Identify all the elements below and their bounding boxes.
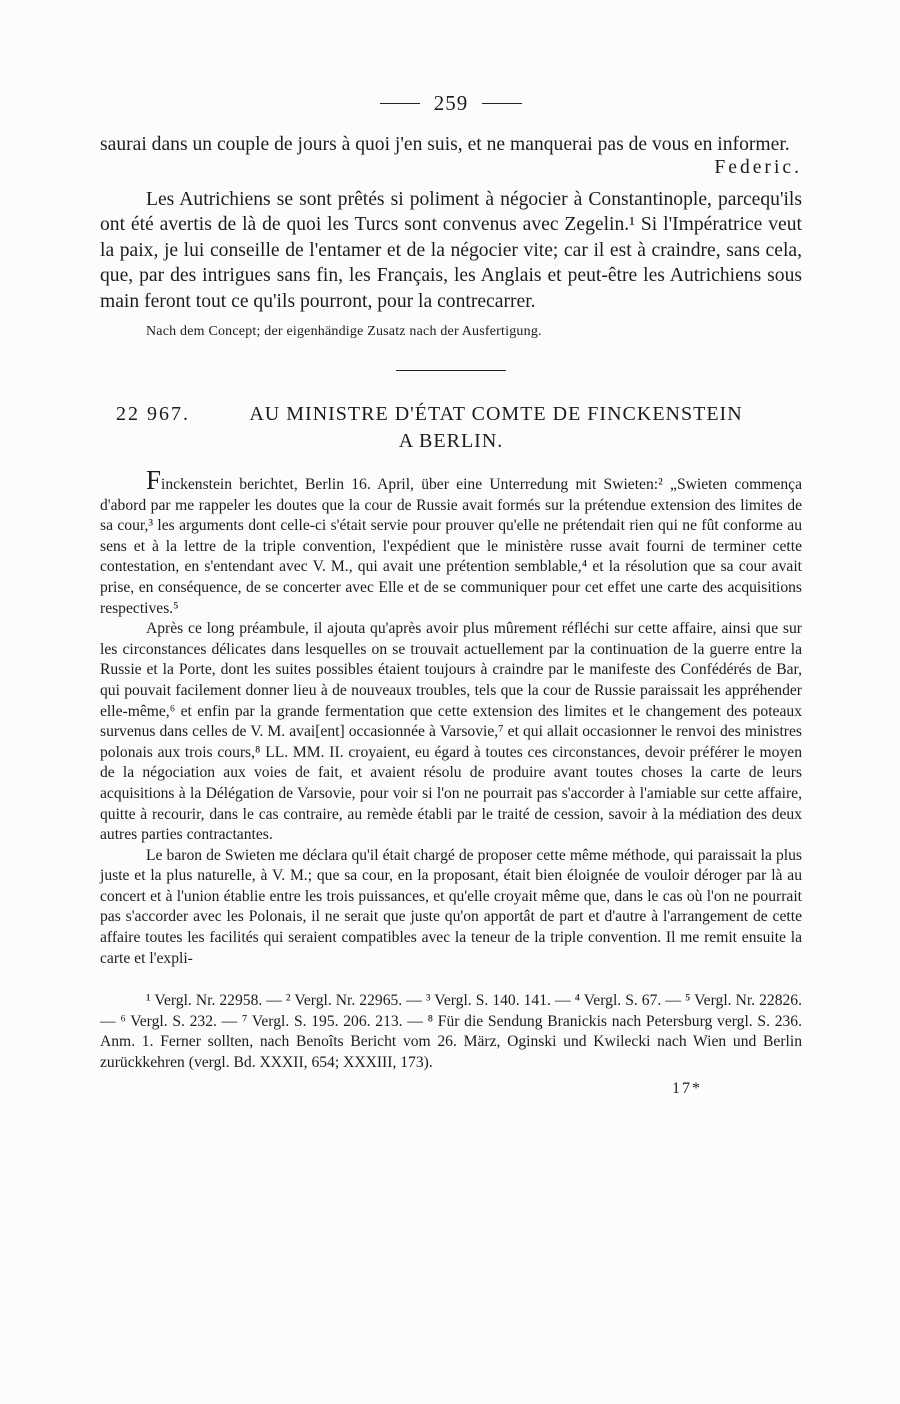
body-paragraph-1 (100, 465, 802, 619)
section-divider (396, 370, 506, 371)
header-dash-right (482, 103, 522, 104)
body-paragraph-2: Après ce long préambule, il ajouta qu'après avoir plus mûrement réfléchi sur cette affaire, ainsi que sur les circonstances délicates dans lesquelles on se trouvait actuellement par la continuation de la guerre entre la Russie et la Porte, dont les suites possibles étaient toujours à craindre par le manifeste des Confédérés de Bar, qui pouvait facilement donner lieu à de nouveaux troubles, tels que la cour de Russie paraissait les appréhender elle-même,⁶ et enfin par la grande fermentation que cette extension des limites et le changement des poteaux survenus dans celles de V. M. avai[ent] occasionnée à Varsovie,⁷ et qui allait occasionner le renvoi des ministres polonais aux trois cours,⁸ LL. MM. II. croyaient, eu égard à toutes ces circonstances, devoir préférer le moyen de la négociation aux voies de fait, et avaient résolu de produire avant toutes choses la carte de leurs acquisitions à la Délégation de Varsovie, pour voir si l'on ne pourrait pas s'accorder à l'amiable sur cette affaire, quitte à recourir, dans le cas contraire, au remède établi par le traité de cession, savoir à la médiation des deux autres parties contractantes. (100, 620, 802, 844)
signature-mark: 17* (672, 1079, 702, 1097)
postscript-paragraph: Les Autrichiens se sont prêtés si poliment à négocier à Constantinople, parcequ'ils ont été avertis de là de quoi les Turcs sont convenus avec Zegelin.¹ Si l'Impératrice veut la paix, je lui conseille de l'entamer et de la négocier vite; car il est à craindre, sans cela, que, par des intrigues sans fin, les Français, les Anglais et peut-être les Autrichiens sous main feront tout ce qu'ils pourront, pour la contrecarrer. (100, 188, 802, 312)
page-header (100, 88, 802, 118)
footnotes-text: ¹ Vergl. Nr. 22958. — ² Vergl. Nr. 22965. — ³ Vergl. S. 140. 141. — ⁴ Vergl. S. 67. — ⁵ Vergl. Nr. 22826. — ⁶ Vergl. S. 232. — ⁷ Vergl. S. 195. 206. 213. — ⁸ Für die Sendung Branickis nach Petersburg vergl. S. 236. Anm. 1. Ferner sollten, nach Benoîts Bericht vom 26. März, Oginski und Kwilecki nach Wien und Berlin zurückkehren (vergl. Bd. XXXII, 654; XXXIII, 173). (100, 992, 802, 1072)
header-dash-left (380, 103, 420, 104)
continuation-text: saurai dans un couple de jours à quoi j'en suis, et ne manquerai pas de vous en informer. (100, 134, 790, 155)
drop-cap: F (146, 465, 162, 495)
signature: Federic. (714, 156, 802, 178)
book-page (100, 88, 802, 1098)
footnotes (100, 991, 802, 1073)
page-number: 259 (433, 90, 469, 115)
document-title-line1: AU MINISTRE D'ÉTAT COMTE DE FINCKENSTEIN (249, 403, 743, 425)
body-paragraph-3: Le baron de Swieten me déclara qu'il était chargé de proposer cette même méthode, qui paraissait la plus juste et la plus naturelle, à V. M.; que sa cour, en la proposant, était bien éloignée de vouloir déroger par là au concert et à l'union établie entre les trois puissances, et qu'elle croyait même que, dans le cas où l'on ne pourrait pas s'accorder avec les Polonais, il ne serait que juste qu'on apportât de part et d'autre à l'arrangement de cette affaire toutes les facilités qui seraient compatibles avec la teneur de la triple convention. Il me remit ensuite la carte et l'expli- (100, 846, 802, 967)
document-number: 22 967. (116, 403, 190, 425)
document-heading (100, 401, 802, 455)
source-note: Nach dem Concept; der eigenhändige Zusatz nach der Ausfertigung. (146, 324, 542, 339)
body-paragraph-1-text: inckenstein berichtet, Berlin 16. April, über eine Unterredung mit Swieten:² „Swieten commença d'abord par me rappeler les doutes que la cour de Russie avait formés sur la prétendue extension des limites de sa cour,³ les arguments dont celle-ci s'était servie pour prouver qu'elle ne prétendait rien qui ne fût conforme au sens et à la lettre de la triple convention, l'expédient que le ministère russe avait fourni de terminer cette contestation, en s'entendant avec V. M., qui avait une prétention semblable,⁴ et la résolution que sa cour avait prise, en conséquence, de se concerter avec Elle et de se communiquer pour cet effet une carte des acquisitions respectives.⁵ (100, 476, 802, 617)
document-title-line2: A BERLIN. (398, 430, 504, 452)
